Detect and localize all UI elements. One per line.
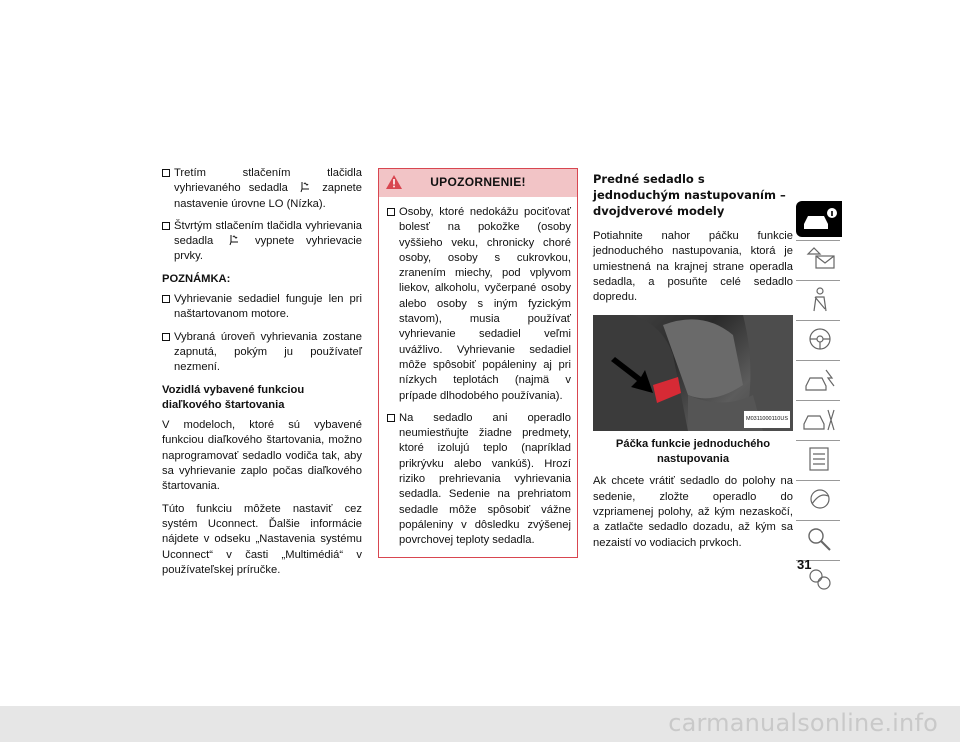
warning-body [379, 197, 577, 549]
note-title: POZNÁMKA: [162, 272, 231, 285]
magnifier-icon [800, 524, 838, 554]
tab-service[interactable] [796, 400, 840, 437]
tab-safety[interactable] [796, 280, 840, 317]
list-item: Vyhrievanie sedadiel funguje len pri naštartovanom motore. [162, 292, 362, 323]
checklist-icon [800, 444, 838, 474]
list-item: Tretím stlačením tlačidla vyhrievaného sedadla zapnete nastavenie úrovne LO (Nízka). [162, 166, 362, 212]
warning-triangle-icon [385, 174, 403, 190]
checkbox-bullet-icon [162, 295, 170, 303]
checkbox-bullet-icon [387, 208, 395, 216]
list-item: Štvrtým stlačením tlačidla vyhrievania sedadla vypnete vyhrievacie prvky. [162, 219, 362, 265]
multimedia-icon [800, 484, 838, 514]
car-crash-icon [800, 364, 838, 394]
middle-column [378, 168, 578, 558]
footer-bar [0, 706, 960, 742]
paragraph: Potiahnite nahor páčku funkcie jednoduchého nastupovania, ktorá je umiestnená na krajnej strane operadla sedadla, a posuňte celé sedadlo dopredu. [593, 230, 793, 304]
car-service-icon [800, 404, 838, 434]
tab-multimedia[interactable] [796, 480, 840, 517]
checkbox-bullet-icon [162, 333, 170, 341]
tab-index[interactable] [796, 520, 840, 557]
checkbox-bullet-icon [162, 169, 170, 177]
list-item: Na sedadlo ani operadlo neumiestňujte žiadne predmety, ktoré izolujú teplo (napríklad prikrývku alebo vankúš). Hrozí riziko prehrievania vyhrievania sedadla. Sedenie na prehriatom sedadle môže spôsobiť vážne popáleniny v dôsledku zvýšenej povrchovej teploty sedadla. [387, 411, 571, 549]
envelope-warning-icon [800, 244, 838, 274]
chapter-tabs [796, 201, 842, 600]
tab-warnings[interactable] [796, 240, 840, 277]
section-heading: Vozidlá vybavené funkciou diaľkového štartovania [162, 383, 305, 411]
warning-title: UPOZORNENIE! [430, 175, 526, 190]
heated-seat-icon [299, 181, 311, 193]
page-number: 31 [797, 557, 812, 572]
list-item: Osoby, ktoré nedokážu pociťovať bolesť na pokožke (osoby vyššieho veku, chronicky choré osoby, osoby s cukrovkou, zranením miechy, pod vplyvom liekov, alkoholu, vyčerpané osoby alebo osoby s iným fyzickým stavom), musia používať vyhrievanie sedadiel veľmi uvážlivo. Vyhrievanie sedadiel môže spôsobiť popáleniny aj pri nízkych teplotách (najmä v prípade dlhodobého používania). [387, 205, 571, 404]
seat-lever-photo [593, 315, 793, 431]
paragraph: Ak chcete vrátiť sedadlo do polohy na sedenie, zložte operadlo do vzpriamenej polohy, až kým nezaskočí, a zatlačte sedadlo dozadu, až kým sa nezaistí vo vodiacich prvkoch. [593, 475, 793, 549]
tab-starting[interactable] [796, 320, 840, 357]
car-info-icon [800, 204, 838, 234]
seatbelt-person-icon [800, 284, 838, 314]
tab-car-info[interactable] [796, 201, 842, 237]
paragraph: V modeloch, ktoré sú vybavené funkciou diaľkového štartovania, možno naprogramovať sedadlo vodiča tak, aby sa vyhrievanie zaplo počas diaľkového štartovania. [162, 419, 362, 493]
warning-header [379, 169, 577, 197]
heated-seat-icon [228, 234, 240, 246]
left-column [162, 166, 362, 585]
steering-wheel-icon [800, 324, 838, 354]
tab-emergency[interactable] [796, 360, 840, 397]
tab-specs[interactable] [796, 440, 840, 477]
list-item: Vybraná úroveň vyhrievania zostane zapnutá, pokým ju používateľ nezmení. [162, 330, 362, 376]
right-column [593, 171, 793, 558]
section-title: Predné sedadlo s jednoduchým nastupovaním – dvojdverové modely [593, 172, 786, 218]
photo-caption: Páčka funkcie jednoduchého nastupovania [615, 438, 771, 466]
checkbox-bullet-icon [387, 414, 395, 422]
photo-code: M0311000110US [744, 411, 790, 428]
watermark-text: carmanualsonline.info [668, 709, 938, 737]
paragraph: Túto funkciu môžete nastaviť cez systém Uconnect. Ďalšie informácie nájdete v odseku „Nastavenia systému Uconnect“ v časti „Multimédiá“ v používateľskej príručke. [162, 502, 362, 576]
checkbox-bullet-icon [162, 222, 170, 230]
warning-box [378, 168, 578, 558]
